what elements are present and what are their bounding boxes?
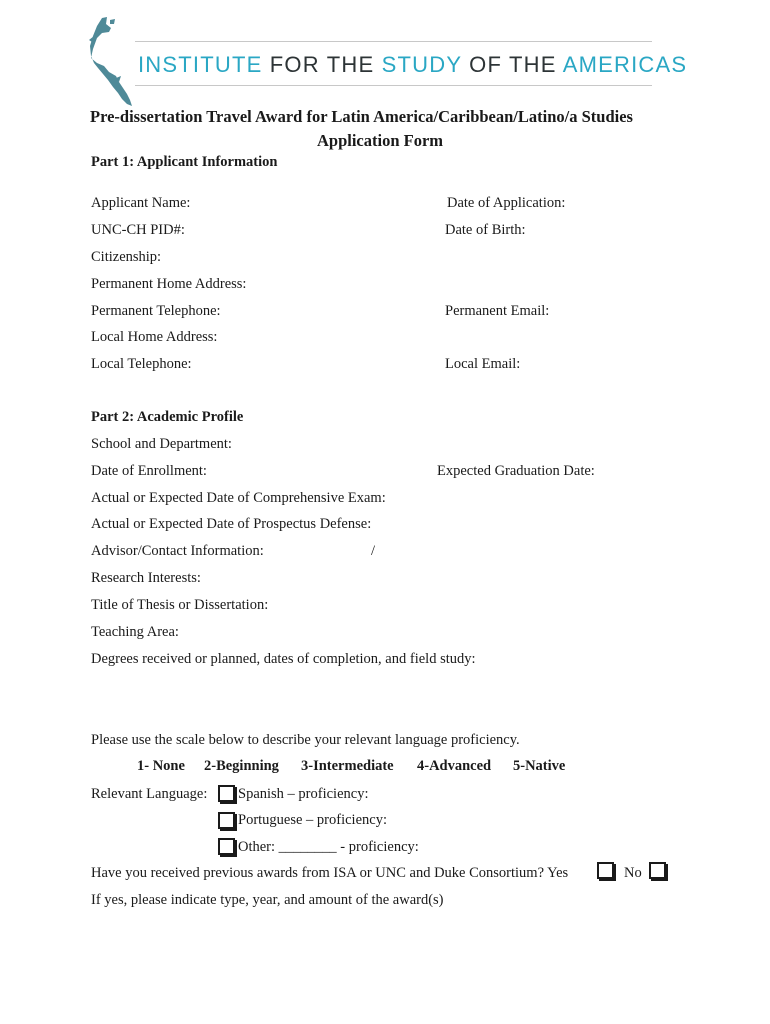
logo-word-ofthe: OF THE: [469, 52, 557, 77]
other-language-checkbox[interactable]: [218, 838, 235, 855]
degrees-label: Degrees received or planned, dates of completion, and field study:: [91, 651, 476, 667]
expected-graduation-label: Expected Graduation Date:: [437, 463, 595, 479]
comprehensive-exam-label: Actual or Expected Date of Comprehensive Exam:: [91, 490, 386, 506]
previous-awards-question: Have you received previous awards from ISA or UNC and Duke Consortium? Yes: [91, 865, 569, 881]
local-address-label: Local Home Address:: [91, 329, 218, 345]
date-of-birth-label: Date of Birth:: [445, 222, 526, 238]
other-language-label: Other: ________ - proficiency:: [238, 839, 419, 855]
scale-native: 5-Native: [513, 758, 566, 774]
part1-heading: Part 1: Applicant Information: [91, 154, 278, 170]
relevant-language-label: Relevant Language:: [91, 786, 208, 802]
logo-bottom-rule: [135, 85, 652, 86]
local-telephone-label: Local Telephone:: [91, 356, 192, 372]
language-instructions: Please use the scale below to describe your relevant language proficiency.: [91, 732, 520, 748]
logo-word-forthe: FOR THE: [269, 52, 375, 77]
pid-label: UNC-CH PID#:: [91, 222, 185, 238]
thesis-title-label: Title of Thesis or Dissertation:: [91, 597, 269, 613]
research-interests-label: Research Interests:: [91, 570, 201, 586]
awards-details-label: If yes, please indicate type, year, and amount of the award(s): [91, 892, 444, 908]
local-email-label: Local Email:: [445, 356, 521, 372]
awards-yes-checkbox[interactable]: [597, 862, 614, 879]
spanish-label: Spanish – proficiency:: [238, 786, 369, 802]
part2-heading: Part 2: Academic Profile: [91, 409, 244, 425]
permanent-address-label: Permanent Home Address:: [91, 276, 247, 292]
logo-wordmark: [138, 52, 687, 78]
awards-no-label: No: [624, 865, 642, 881]
scale-none: 1- None: [137, 758, 185, 774]
scale-intermediate: 3-Intermediate: [301, 758, 394, 774]
prospectus-defense-label: Actual or Expected Date of Prospectus Defense:: [91, 516, 372, 532]
logo-word-institute: INSTITUTE: [138, 52, 263, 77]
portuguese-label: Portuguese – proficiency:: [238, 812, 387, 828]
form-title-line1: Pre-dissertation Travel Award for Latin America/Caribbean/Latino/a Studies: [90, 107, 633, 126]
advisor-label: Advisor/Contact Information:: [91, 543, 264, 559]
awards-no-checkbox[interactable]: [649, 862, 666, 879]
portuguese-checkbox[interactable]: [218, 812, 235, 829]
permanent-email-label: Permanent Email:: [445, 303, 550, 319]
advisor-separator: /: [371, 543, 376, 559]
logo-word-study: STUDY: [381, 52, 462, 77]
logo-top-rule: [135, 41, 652, 42]
school-department-label: School and Department:: [91, 436, 232, 452]
americas-map-logo-icon: [88, 16, 136, 108]
spanish-checkbox[interactable]: [218, 785, 235, 802]
scale-advanced: 4-Advanced: [417, 758, 492, 774]
applicant-name-label: Applicant Name:: [91, 195, 191, 211]
logo-word-americas: AMERICAS: [562, 52, 688, 77]
date-of-application-label: Date of Application:: [447, 195, 566, 211]
citizenship-label: Citizenship:: [91, 249, 162, 265]
form-title-line2: Application Form: [317, 131, 444, 150]
date-of-enrollment-label: Date of Enrollment:: [91, 463, 207, 479]
scale-beginning: 2-Beginning: [204, 758, 279, 774]
teaching-area-label: Teaching Area:: [91, 624, 179, 640]
permanent-telephone-label: Permanent Telephone:: [91, 303, 221, 319]
